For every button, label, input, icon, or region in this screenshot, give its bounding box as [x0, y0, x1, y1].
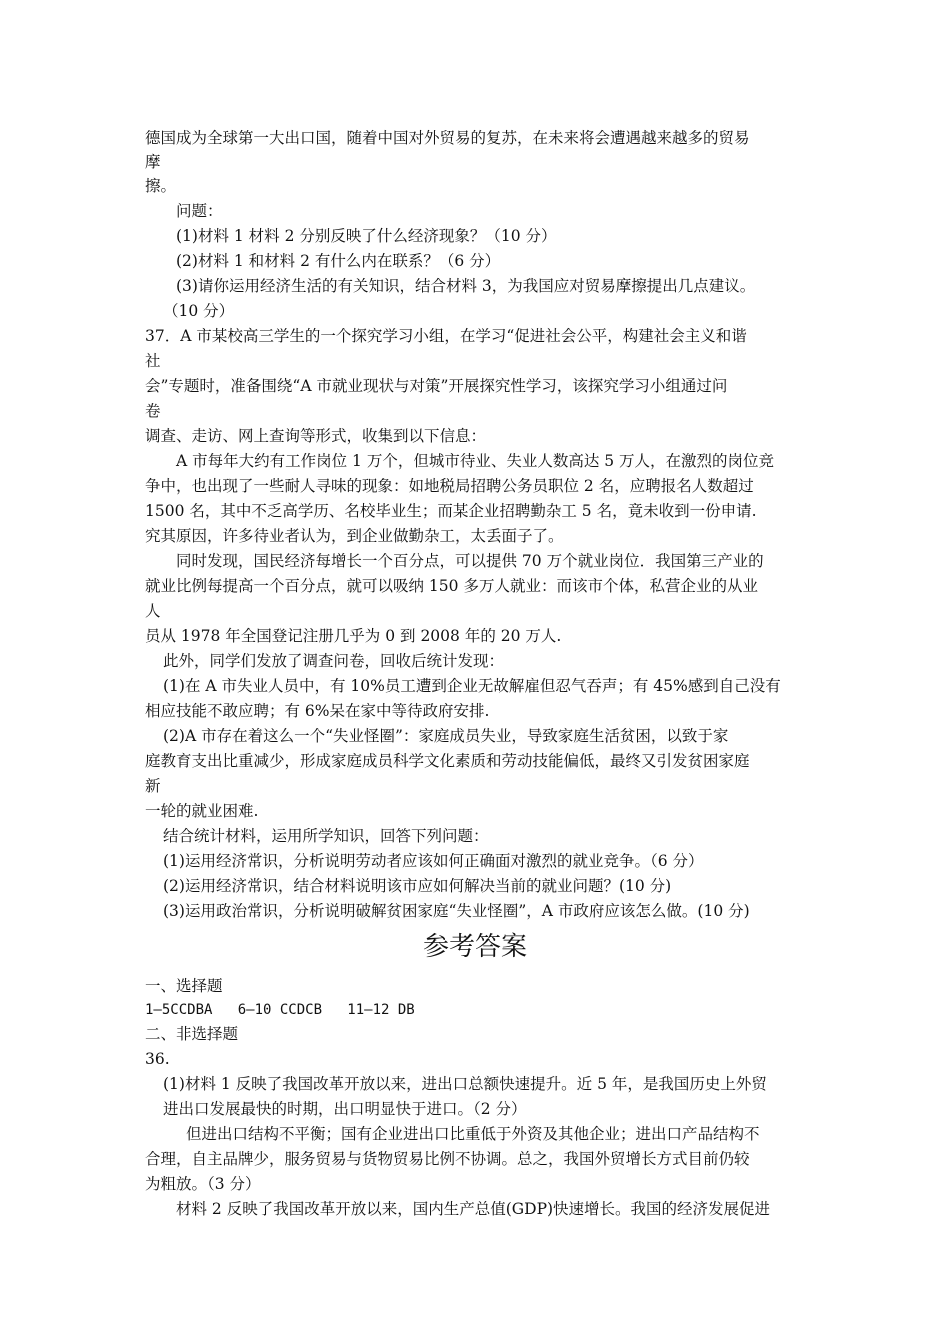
answer-line: 进出口发展最快的时期，出口明显快于进口。（2 分） — [163, 1100, 527, 1118]
material3-line: 擦。 — [145, 177, 177, 195]
q37-question: (3)运用政治常识，分析说明破解贫困家庭“失业怪圈”，A 市政府应该怎么做。(10 分) — [163, 902, 750, 920]
q37-prompt: 结合统计材料，运用所学知识，回答下列问题： — [163, 827, 489, 845]
q37-para1-line: 争中，也出现了一些耐人寻味的现象：如地税局招聘公务员职位 2 名，应聘报名人数超过 — [145, 477, 754, 495]
q37-para1-line: 究其原因，许多待业者认为，到企业做勤杂工，太丢面子了。 — [145, 527, 564, 545]
q37-para1-line: A 市每年大约有工作岗位 1 万个，但城市待业、失业人数高达 5 万人，在激烈的岗位竞 — [176, 452, 775, 470]
q37-survey2-line: 一轮的就业困难. — [145, 802, 259, 820]
q37-para2-line: 员从 1978 年全国登记注册几乎为 0 到 2008 年的 20 万人. — [145, 627, 562, 645]
q36-item: (2)材料 1 和材料 2 有什么内在联系？（6 分） — [176, 252, 501, 270]
q36-item: （10 分） — [163, 302, 235, 320]
q37-intro-line: 调查、走访、网上查询等形式，收集到以下信息： — [145, 427, 487, 445]
q37-survey1-line: (1)在 A 市失业人员中，有 10%员工遭到企业无故解雇但忍气吞声；有 45%感到自己没有 — [163, 677, 781, 695]
q37-para1-line: 1500 名，其中不乏高学历、名校毕业生；而某企业招聘勤杂工 5 名，竟未收到一份申请. — [145, 502, 757, 520]
q37-survey2-line: 庭教育支出比重减少，形成家庭成员科学文化素质和劳动技能偏低，最终又引发贫困家庭 — [145, 752, 750, 770]
q37-para2-line: 就业比例每提高一个百分点，就可以吸纳 150 多万人就业：而该市个体，私营企业的从业 — [145, 577, 758, 595]
q37-intro-line: 会”专题时，准备围绕“A 市就业现状与对策”开展探究性学习，该探究学习小组通过问 — [145, 377, 728, 395]
material3-line: 德国成为全球第一大出口国，随着中国对外贸易的复苏，在未来将会遭遇越来越多的贸易 — [145, 129, 750, 147]
answers-question-number: 36. — [145, 1050, 170, 1068]
q37-survey2-line: (2)A 市存在着这么一个“失业怪圈”：家庭成员失业，导致家庭生活贫困，以致于家 — [163, 727, 729, 745]
answer-line: (1)材料 1 反映了我国改革开放以来，进出口总额快速提升。近 5 年，是我国历史上外贸 — [163, 1075, 767, 1093]
answers-choices: 1—5CCDBA 6—10 CCDCB 11—12 DB — [145, 1002, 415, 1018]
q36-heading: 问题： — [176, 202, 223, 220]
q37-survey2-line: 新 — [145, 777, 161, 795]
q37-intro-line: 37．A 市某校高三学生的一个探究学习小组，在学习“促进社会公平，构建社会主义和谐 — [145, 327, 747, 345]
q36-item: (1)材料 1 材料 2 分别反映了什么经济现象？（10 分） — [176, 227, 557, 245]
answer-line: 但进出口结构不平衡；国有企业进出口比重低于外资及其他企业；进出口产品结构不 — [186, 1125, 760, 1143]
answer-line: 合理，自主品牌少，服务贸易与货物贸易比例不协调。总之，我国外贸增长方式目前仍较 — [145, 1150, 750, 1168]
answer-line: 材料 2 反映了我国改革开放以来，国内生产总值(GDP)快速增长。我国的经济发展促进 — [176, 1200, 771, 1218]
q37-question: (1)运用经济常识，分析说明劳动者应该如何正确面对激烈的就业竞争。（6 分） — [163, 852, 704, 870]
q37-para2-line: 人 — [145, 602, 161, 620]
q37-question: (2)运用经济常识，结合材料说明该市应如何解决当前的就业问题？(10 分) — [163, 877, 672, 895]
answers-title: 参考答案 — [422, 932, 527, 962]
q36-item: (3)请你运用经济生活的有关知识，结合材料 3，为我国应对贸易摩擦提出几点建议。 — [176, 277, 756, 295]
q37-intro-line: 社 — [145, 352, 161, 370]
q37-para2-line: 同时发现，国民经济每增长一个百分点，可以提供 70 万个就业岗位．我国第三产业的 — [176, 552, 764, 570]
q37-intro-line: 卷 — [145, 402, 161, 420]
q37-survey1-line: 相应技能不敢应聘；有 6%呆在家中等待政府安排. — [145, 702, 490, 720]
material3-line: 摩 — [145, 153, 161, 171]
answers-section-1: 一、选择题 — [145, 977, 223, 995]
answer-line: 为粗放。（3 分） — [145, 1175, 261, 1193]
q37-para3: 此外，同学们发放了调查问卷，回收后统计发现： — [163, 652, 505, 670]
answers-section-2: 二、非选择题 — [145, 1025, 239, 1043]
